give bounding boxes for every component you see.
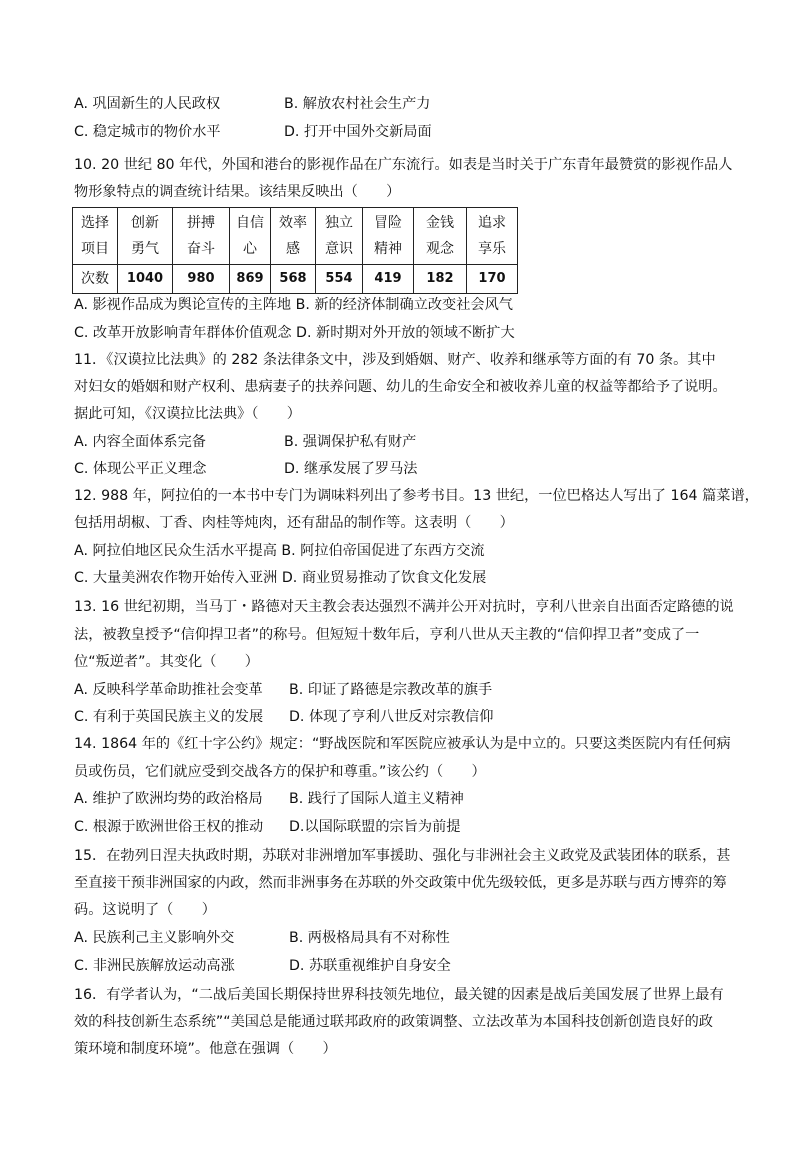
table-header-cell: 独立 意识 <box>316 208 363 265</box>
table-cell: 980 <box>173 265 230 294</box>
q16-stem-line1: 16．有学者认为，“二战后美国长期保持世界科技领先地位，最关键的因素是战后美国发展了世界上最有 <box>74 987 724 1003</box>
table-header-cell: 追求 享乐 <box>467 208 518 265</box>
table-cell: 869 <box>230 265 271 294</box>
table-header-cell: 金钱 观念 <box>414 208 467 265</box>
q16-stem-line2: 效的科技创新生态系统”“美国总是能通过联邦政府的政策调整、立法改革为本国科技创新创造良好的政 <box>74 1014 713 1030</box>
table-cell: 568 <box>271 265 316 294</box>
table-cell: 419 <box>363 265 414 294</box>
table-header-cell: 选择 项目 <box>73 208 118 265</box>
table-header-cell: 自信 心 <box>230 208 271 265</box>
q13-stem-line3: 位“叛逆者”。其变化（ ） <box>74 654 259 670</box>
q11-option-c: C. 体现公平正义理念 <box>74 461 207 477</box>
q13-stem-line2: 法，被教皇授予“信仰捍卫者”的称号。但短短十数年后，亨利八世从天主教的“信仰捍卫者”变成了一 <box>74 627 700 643</box>
q13-option-a: A. 反映科学革命助推社会变革 <box>74 682 263 698</box>
table-header-row <box>73 208 518 265</box>
table-row <box>73 265 518 294</box>
q11-option-a: A. 内容全面体系完备 <box>74 434 206 450</box>
q15-option-b: B. 两极格局具有不对称性 <box>289 930 450 946</box>
q11-stem-line2: 对妇女的婚姻和财产权利、患病妻子的扶养问题、幼儿的生命安全和被收养儿童的权益等都给予了说明。 <box>74 379 727 395</box>
q10-survey-table <box>72 207 518 294</box>
q13-option-c: C. 有利于英国民族主义的发展 <box>74 709 264 725</box>
table-header-cell: 拼搏 奋斗 <box>173 208 230 265</box>
q14-option-c: C. 根源于欧洲世俗王权的推动 <box>74 819 264 835</box>
q14-option-d: D.以国际联盟的宗旨为前提 <box>289 819 461 835</box>
q10-stem-line1: 10. 20 世纪 80 年代，外国和港台的影视作品在广东流行。如表是当时关于广东青年最赞赏的影视作品人 <box>74 157 733 173</box>
table-header-cell: 冒险 精神 <box>363 208 414 265</box>
q14-option-a: A. 维护了欧洲均势的政治格局 <box>74 791 263 807</box>
q13-option-d: D. 体现了亨利八世反对宗教信仰 <box>289 709 494 725</box>
table-cell: 170 <box>467 265 518 294</box>
q12-stem-line2: 包括用胡椒、丁香、肉桂等炖肉，还有甜品的制作等。这表明（ ） <box>74 515 514 531</box>
q10-options-line1: A. 影视作品成为舆论宣传的主阵地 B. 新的经济体制确立改变社会风气 <box>74 297 513 313</box>
q11-option-d: D. 继承发展了罗马法 <box>284 461 418 477</box>
q14-option-b: B. 践行了国际人道主义精神 <box>289 791 464 807</box>
table-row-label: 次数 <box>73 265 118 294</box>
q12-stem-line1: 12. 988 年，阿拉伯的一本书中专门为调味料列出了参考书目。13 世纪，一位巴格达人写出了 164 篇菜谱， <box>74 488 759 504</box>
table-header-cell: 效率 感 <box>271 208 316 265</box>
q9-option-b: B. 解放农村社会生产力 <box>284 96 431 112</box>
q15-option-c: C. 非洲民族解放运动高涨 <box>74 958 235 974</box>
q9-option-d: D. 打开中国外交新局面 <box>284 124 432 140</box>
table-cell: 182 <box>414 265 467 294</box>
q10-options-line2: C. 改革开放影响青年群体价值观念 D. 新时期对外开放的领域不断扩大 <box>74 325 515 341</box>
q13-option-b: B. 印证了路德是宗教改革的旗手 <box>289 682 493 698</box>
q15-option-d: D. 苏联重视维护自身安全 <box>289 958 451 974</box>
q14-stem-line2: 员或伤员，它们就应受到交战各方的保护和尊重。”该公约（ ） <box>74 764 486 780</box>
q12-options-line1: A. 阿拉伯地区民众生活水平提高 B. 阿拉伯帝国促进了东西方交流 <box>74 543 485 559</box>
q9-option-a: A. 巩固新生的人民政权 <box>74 96 221 112</box>
q14-stem-line1: 14. 1864 年的《红十字公约》规定：“野战医院和军医院应被承认为是中立的。只要这类医院内有任何病 <box>74 736 731 752</box>
q15-stem-line2: 至直接干预非洲国家的内政，然而非洲事务在苏联的外交政策中优先级较低，更多是苏联与西方博弈的筹 <box>74 875 727 891</box>
q16-stem-line3: 策环境和制度环境”。他意在强调（ ） <box>74 1041 337 1057</box>
q11-stem-line3: 据此可知，《汉谟拉比法典》（ ） <box>74 406 301 422</box>
table-cell: 1040 <box>118 265 173 294</box>
table-header-cell: 创新 勇气 <box>118 208 173 265</box>
q15-stem-line1: 15．在勃列日涅夫执政时期，苏联对非洲增加军事援助、强化与非洲社会主义政党及武装团体的联系，甚 <box>74 848 731 864</box>
q13-stem-line1: 13. 16 世纪初期，当马丁・路德对天主教会表达强烈不满并公开对抗时，亨利八世亲自出面否定路德的说 <box>74 599 734 615</box>
q11-stem-line1: 11．《汉谟拉比法典》的 282 条法律条文中，涉及到婚姻、财产、收养和继承等方面的有 70 条。其中 <box>74 352 716 368</box>
q15-stem-line3: 码。这说明了（ ） <box>74 902 216 918</box>
q9-option-c: C. 稳定城市的物价水平 <box>74 124 221 140</box>
q15-option-a: A. 民族利己主义影响外交 <box>74 930 235 946</box>
q12-options-line2: C. 大量美洲农作物开始传入亚洲 D. 商业贸易推动了饮食文化发展 <box>74 570 487 586</box>
q10-stem-line2: 物形象特点的调查统计结果。该结果反映出（ ） <box>74 184 401 200</box>
q11-option-b: B. 强调保护私有财产 <box>284 434 417 450</box>
table-cell: 554 <box>316 265 363 294</box>
